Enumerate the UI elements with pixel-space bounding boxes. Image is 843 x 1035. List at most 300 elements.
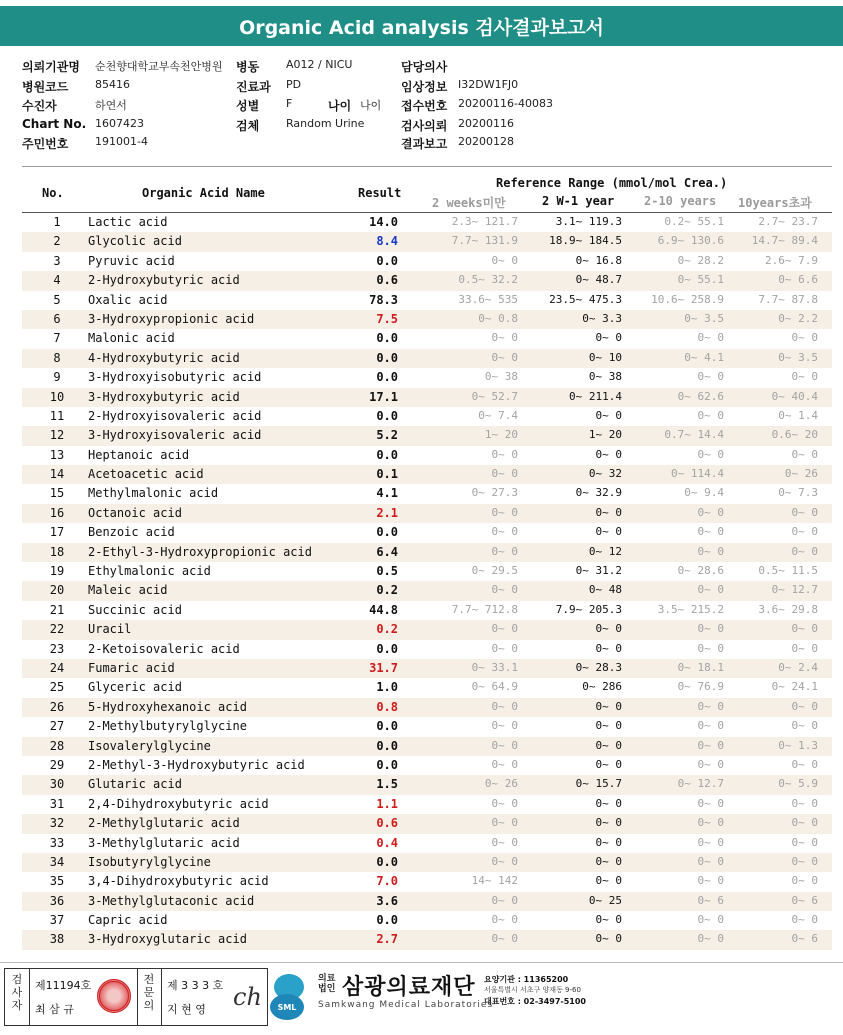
specialist-license: 제 3 3 3 호 (167, 979, 224, 992)
ref-range-2-10y: 0~ 0 (697, 525, 724, 539)
ref-range-over-10y: 0~ 26 (784, 467, 818, 481)
ref-col-1-header: 2 weeks미만 (432, 196, 506, 210)
acid-name: Acetoacetic acid (88, 467, 204, 482)
org-code: 요양기관 : 11365200 (484, 975, 569, 984)
ref-range-2-10y: 0~ 0 (697, 641, 724, 655)
ref-range-2w-1y: 0~ 38 (588, 370, 622, 384)
tester-name: 최 삼 규 (35, 1003, 74, 1016)
result-value: 2.1 (376, 505, 398, 520)
acid-name: 3-Hydroxyglutaric acid (88, 932, 247, 947)
ref-range-2w-1y: 0~ 32.9 (575, 486, 622, 500)
ref-range-over-10y: 0~ 6.6 (778, 273, 818, 287)
ref-range-over-10y: 0~ 2.2 (778, 311, 818, 325)
ref-range-under-2w: 0~ 27.3 (471, 486, 518, 500)
ref-range-under-2w: 0~ 0 (491, 525, 518, 539)
request-date-label: 검사의뢰 (401, 119, 448, 133)
row-no: 3 (53, 253, 61, 268)
ref-range-2-10y: 0~ 0 (697, 370, 724, 384)
result-value: 8.4 (376, 234, 398, 249)
ref-range-over-10y: 0~ 0 (791, 854, 818, 868)
acid-name: 2-Methylglutaric acid (88, 816, 240, 831)
ref-range-2-10y: 6.9~ 130.6 (657, 234, 724, 248)
ref-range-2-10y: 0~ 0 (697, 757, 724, 771)
row-no: 33 (49, 835, 65, 850)
ref-range-2-10y: 0~ 0 (697, 331, 724, 345)
ref-range-under-2w: 0~ 0.8 (478, 311, 518, 325)
row-no: 24 (49, 660, 65, 675)
row-no: 29 (49, 757, 65, 772)
row-no: 30 (49, 777, 65, 792)
ref-col-3-header: 2-10 years (644, 194, 717, 208)
acid-name: Uracil (88, 622, 132, 637)
acid-name: 3-Hydroxyisovaleric acid (88, 428, 262, 443)
ref-range-under-2w: 0~ 7.4 (478, 408, 518, 422)
chart-no-label: Chart No. (22, 117, 87, 131)
patient-value: 하연서 (95, 99, 127, 112)
ref-range-2-10y: 0~ 62.6 (677, 389, 724, 403)
seal-stamp-icon (97, 979, 131, 1013)
ref-range-under-2w: 0~ 0 (491, 331, 518, 345)
acid-name: 3-Hydroxypropionic acid (88, 311, 255, 326)
ref-range-over-10y: 0.5~ 11.5 (758, 564, 818, 578)
ref-range-2w-1y: 0~ 12 (588, 544, 622, 558)
table-row (22, 737, 832, 756)
table-row (22, 814, 832, 833)
ref-range-over-10y: 0~ 0 (791, 505, 818, 519)
table-row (22, 581, 832, 600)
result-value: 0.0 (376, 525, 398, 540)
ref-range-under-2w: 0~ 0 (491, 467, 518, 481)
result-value: 17.1 (369, 389, 398, 404)
ref-range-2w-1y: 0~ 0 (595, 525, 622, 539)
row-no: 20 (49, 583, 65, 598)
ref-range-over-10y: 0~ 24.1 (771, 680, 818, 694)
row-no: 10 (49, 389, 65, 404)
result-value: 7.5 (376, 311, 398, 326)
row-no: 11 (49, 408, 65, 423)
table-row (22, 930, 832, 949)
specialist-vertical-label: 전문의 (143, 973, 155, 1012)
ref-range-2w-1y: 0~ 0 (595, 331, 622, 345)
ref-range-2-10y: 0~ 0 (697, 816, 724, 830)
ref-range-under-2w: 0~ 64.9 (471, 680, 518, 694)
ref-range-under-2w: 33.6~ 535 (458, 292, 518, 306)
ref-range-2w-1y: 0~ 25 (588, 893, 622, 907)
ref-range-under-2w: 2.3~ 121.7 (451, 215, 518, 228)
org-address: 서울특별시 서초구 양재동 9-60 (484, 986, 581, 994)
org-name: 삼광의료재단 (342, 975, 476, 1000)
ref-range-over-10y: 14.7~ 89.4 (751, 234, 818, 248)
ref-range-over-10y: 0~ 0 (791, 874, 818, 888)
org-phone: 대표번호 : 02-3497-5100 (484, 997, 586, 1006)
table-header (22, 174, 832, 214)
ref-col-4-header: 10years초과 (738, 196, 812, 210)
acid-name: Fumaric acid (88, 660, 175, 675)
ref-range-2-10y: 0~ 0 (697, 699, 724, 713)
acid-name: Octanoic acid (88, 505, 182, 520)
result-value: 0.2 (376, 583, 398, 598)
acid-name: 2-Methyl-3-Hydroxybutyric acid (88, 757, 305, 772)
ref-range-under-2w: 0~ 0 (491, 505, 518, 519)
row-no: 38 (49, 932, 65, 947)
ref-range-2-10y: 0~ 28.2 (677, 253, 724, 267)
table-row (22, 892, 832, 911)
ref-range-over-10y: 7.7~ 87.8 (758, 292, 818, 306)
report-date-value: 20200128 (458, 135, 514, 148)
row-no: 14 (49, 467, 65, 482)
ref-range-over-10y: 0~ 40.4 (771, 389, 818, 403)
row-no: 36 (49, 893, 65, 908)
result-value: 0.0 (376, 641, 398, 656)
result-value: 1.5 (376, 777, 398, 792)
row-no: 9 (53, 370, 61, 385)
ref-range-2w-1y: 0~ 0 (595, 738, 622, 752)
ref-range-over-10y: 0~ 0 (791, 525, 818, 539)
ref-range-2w-1y: 0~ 0 (595, 622, 622, 636)
institution-label: 의뢰기관명 (22, 60, 80, 74)
ref-range-over-10y: 0~ 3.5 (778, 350, 818, 364)
ref-range-2w-1y: 0~ 28.3 (575, 660, 622, 674)
acid-name: 5-Hydroxyhexanoic acid (88, 699, 247, 714)
result-value: 0.0 (376, 370, 398, 385)
ref-range-2-10y: 0~ 114.4 (671, 467, 724, 481)
report-title: Organic Acid analysis 검사결과보고서 (0, 6, 843, 46)
ref-range-under-2w: 0~ 0 (491, 622, 518, 636)
result-value: 0.0 (376, 738, 398, 753)
ref-range-over-10y: 2.6~ 7.9 (765, 253, 818, 267)
result-value: 0.0 (376, 719, 398, 734)
ref-range-2-10y: 0~ 0 (697, 796, 724, 810)
ref-range-under-2w: 0~ 0 (491, 913, 518, 927)
result-value: 2.7 (376, 932, 398, 947)
row-no: 23 (49, 641, 65, 656)
ref-col-2-header: 2 W-1 year (542, 194, 615, 208)
result-value: 0.0 (376, 408, 398, 423)
ref-range-2w-1y: 0~ 0 (595, 816, 622, 830)
ref-range-2w-1y: 0~ 286 (582, 680, 622, 694)
report-date-label: 결과보고 (401, 137, 448, 151)
ref-range-under-2w: 0~ 0 (491, 699, 518, 713)
patient-info-block (0, 54, 843, 154)
acid-name: 2-Hydroxyisovaleric acid (88, 408, 262, 423)
row-no: 26 (49, 699, 65, 714)
ref-range-over-10y: 0~ 0 (791, 835, 818, 849)
result-value: 4.1 (376, 486, 398, 501)
ref-range-over-10y: 0~ 12.7 (771, 583, 818, 597)
result-value: 3.6 (376, 893, 398, 908)
ref-range-2-10y: 0~ 0 (697, 874, 724, 888)
ref-range-under-2w: 0~ 33.1 (471, 660, 518, 674)
acid-name: Ethylmalonic acid (88, 564, 211, 579)
result-value: 0.0 (376, 447, 398, 462)
ref-range-2w-1y: 0~ 0 (595, 408, 622, 422)
ref-range-over-10y: 2.7~ 23.7 (758, 215, 818, 228)
ref-range-2-10y: 0~ 0 (697, 932, 724, 946)
col-result-header: Result (358, 186, 402, 200)
hospital-code-label: 병원코드 (22, 80, 69, 94)
ref-range-under-2w: 0~ 0 (491, 641, 518, 655)
specimen-value: Random Urine (286, 117, 365, 130)
acid-name: Maleic acid (88, 583, 168, 598)
result-value: 0.0 (376, 913, 398, 928)
row-no: 32 (49, 816, 65, 831)
ref-range-2w-1y: 0~ 48 (588, 583, 622, 597)
row-no: 12 (49, 428, 65, 443)
ref-range-over-10y: 0~ 0 (791, 331, 818, 345)
acid-name: Capric acid (88, 913, 168, 928)
result-value: 0.2 (376, 622, 398, 637)
doctor-label: 담당의사 (401, 60, 448, 74)
info-divider (22, 166, 832, 167)
ref-range-under-2w: 0~ 38 (484, 370, 518, 384)
result-value: 0.0 (376, 253, 398, 268)
signature-box (4, 968, 268, 1026)
results-table-body (22, 213, 832, 950)
table-row (22, 329, 832, 348)
row-no: 31 (49, 796, 65, 811)
table-row (22, 388, 832, 407)
result-value: 0.0 (376, 331, 398, 346)
table-row (22, 717, 832, 736)
clinical-value: I32DW1FJ0 (458, 78, 519, 91)
ref-range-over-10y: 0~ 6 (791, 893, 818, 907)
ref-range-over-10y: 0~ 1.3 (778, 738, 818, 752)
ref-range-2-10y: 0~ 0 (697, 505, 724, 519)
result-value: 1.1 (376, 796, 398, 811)
acid-name: 3,4-Dihydroxybutyric acid (88, 874, 269, 889)
ref-range-over-10y: 0~ 0 (791, 699, 818, 713)
table-row (22, 446, 832, 465)
tester-license: 제11194호 (35, 979, 92, 992)
ward-value: A012 / NICU (286, 58, 353, 71)
ref-range-over-10y: 0~ 0 (791, 816, 818, 830)
specimen-label: 검체 (236, 119, 260, 133)
acid-name: Isovalerylglycine (88, 738, 211, 753)
ref-range-2-10y: 0~ 18.1 (677, 660, 724, 674)
ref-range-under-2w: 0~ 0 (491, 835, 518, 849)
table-row (22, 872, 832, 891)
row-no: 22 (49, 622, 65, 637)
table-row (22, 601, 832, 620)
row-no: 19 (49, 564, 65, 579)
ref-range-2-10y: 0~ 0 (697, 854, 724, 868)
receipt-value: 20200116-40083 (458, 97, 553, 110)
org-english-name: Samkwang Medical Laboratories (318, 1000, 494, 1010)
ref-range-2w-1y: 0~ 211.4 (569, 389, 622, 403)
ref-range-2-10y: 0~ 6 (697, 893, 724, 907)
table-row (22, 465, 832, 484)
ref-range-2-10y: 0~ 28.6 (677, 564, 724, 578)
ref-range-over-10y: 0~ 7.3 (778, 486, 818, 500)
row-no: 15 (49, 486, 65, 501)
ref-range-over-10y: 0~ 5.9 (778, 777, 818, 791)
handwritten-signature-icon: ch (233, 983, 262, 1011)
table-row (22, 543, 832, 562)
ref-range-2-10y: 0~ 0 (697, 835, 724, 849)
ref-range-2w-1y: 0~ 0 (595, 913, 622, 927)
table-row (22, 252, 832, 271)
sex-label: 성별 (236, 99, 260, 113)
ref-range-under-2w: 0~ 0 (491, 757, 518, 771)
ref-range-2w-1y: 0~ 16.8 (575, 253, 622, 267)
result-value: 7.0 (376, 874, 398, 889)
result-value: 0.8 (376, 699, 398, 714)
ref-range-2w-1y: 0~ 0 (595, 854, 622, 868)
ref-range-over-10y: 0~ 0 (791, 544, 818, 558)
ref-range-2-10y: 3.5~ 215.2 (657, 602, 724, 616)
table-row (22, 407, 832, 426)
ref-range-2w-1y: 0~ 10 (588, 350, 622, 364)
row-no: 6 (53, 311, 61, 326)
row-no: 17 (49, 525, 65, 540)
ref-range-2w-1y: 0~ 32 (588, 467, 622, 481)
row-no: 27 (49, 719, 65, 734)
acid-name: 2,4-Dihydroxybutyric acid (88, 796, 269, 811)
table-row (22, 349, 832, 368)
ref-range-2-10y: 0~ 3.5 (684, 311, 724, 325)
acid-name: 3-Hydroxybutyric acid (88, 389, 240, 404)
ref-range-2w-1y: 0~ 0 (595, 719, 622, 733)
ref-range-over-10y: 0~ 2.4 (778, 660, 818, 674)
ref-range-under-2w: 0~ 0 (491, 583, 518, 597)
chart-no-value: 1607423 (95, 117, 144, 130)
footer-divider (0, 962, 843, 963)
row-no: 37 (49, 913, 65, 928)
ref-range-under-2w: 14~ 142 (471, 874, 518, 888)
ref-range-over-10y: 0~ 0 (791, 719, 818, 733)
acid-name: 2-Hydroxybutyric acid (88, 273, 240, 288)
table-row (22, 853, 832, 872)
ref-range-over-10y: 0~ 0 (791, 796, 818, 810)
ref-range-under-2w: 0~ 0 (491, 350, 518, 364)
ref-range-under-2w: 0~ 52.7 (471, 389, 518, 403)
ref-range-2-10y: 0~ 4.1 (684, 350, 724, 364)
age-label: 나이 (328, 99, 352, 113)
table-row (22, 640, 832, 659)
col-ref-header: Reference Range (mmol/mol Crea.) (496, 176, 728, 190)
ref-range-under-2w: 0~ 0 (491, 932, 518, 946)
row-no: 21 (49, 602, 65, 617)
ref-range-under-2w: 0~ 0 (491, 447, 518, 461)
table-row (22, 504, 832, 523)
ref-range-over-10y: 0~ 0 (791, 447, 818, 461)
result-value: 6.4 (376, 544, 398, 559)
ref-range-under-2w: 0~ 0 (491, 796, 518, 810)
age-value: 나이 (360, 99, 382, 112)
acid-name: Lactic acid (88, 215, 168, 229)
ref-range-2-10y: 0~ 9.4 (684, 486, 724, 500)
table-row (22, 426, 832, 445)
result-value: 0.0 (376, 350, 398, 365)
org-contact-info (484, 974, 586, 1007)
ref-range-2w-1y: 0~ 3.3 (582, 311, 622, 325)
ref-range-over-10y: 0.6~ 20 (771, 428, 818, 442)
ref-range-2-10y: 0~ 0 (697, 738, 724, 752)
row-no: 5 (53, 292, 61, 307)
result-value: 0.0 (376, 757, 398, 772)
table-row (22, 678, 832, 697)
acid-name: Glyceric acid (88, 680, 182, 695)
row-no: 4 (53, 273, 61, 288)
table-row (22, 834, 832, 853)
ref-range-2w-1y: 7.9~ 205.3 (555, 602, 622, 616)
ref-range-under-2w: 0~ 0 (491, 854, 518, 868)
row-no: 35 (49, 874, 65, 889)
acid-name: 4-Hydroxybutyric acid (88, 350, 240, 365)
ref-range-under-2w: 0~ 29.5 (471, 564, 518, 578)
result-value: 0.1 (376, 467, 398, 482)
ref-range-2-10y: 10.6~ 258.9 (651, 292, 724, 306)
ref-range-over-10y: 0~ 1.4 (778, 408, 818, 422)
sex-value: F (286, 97, 293, 110)
table-row (22, 659, 832, 678)
acid-name: 3-Methylglutaric acid (88, 835, 240, 850)
acid-name: Glycolic acid (88, 234, 182, 249)
dept-value: PD (286, 78, 302, 91)
table-row (22, 620, 832, 639)
ref-range-2w-1y: 0~ 31.2 (575, 564, 622, 578)
ref-range-2w-1y: 0~ 0 (595, 447, 622, 461)
ref-range-under-2w: 7.7~ 712.8 (451, 602, 518, 616)
result-value: 0.5 (376, 564, 398, 579)
result-value: 5.2 (376, 428, 398, 443)
id-label: 주민번호 (22, 137, 69, 151)
acid-name: 2-Ethyl-3-Hydroxypropionic acid (88, 544, 312, 559)
org-type-label: 의료 법인 (318, 974, 336, 994)
ref-range-2-10y: 0~ 0 (697, 447, 724, 461)
ref-range-2-10y: 0~ 0 (697, 719, 724, 733)
acid-name: Isobutyrylglycine (88, 854, 211, 869)
acid-name: 2-Methylbutyrylglycine (88, 719, 247, 734)
row-no: 25 (49, 680, 65, 695)
ward-label: 병동 (236, 60, 260, 74)
ref-range-2w-1y: 0~ 0 (595, 932, 622, 946)
row-no: 18 (49, 544, 65, 559)
ref-range-under-2w: 0~ 0 (491, 544, 518, 558)
ref-range-under-2w: 0.5~ 32.2 (458, 273, 518, 287)
ref-range-2w-1y: 0~ 0 (595, 796, 622, 810)
ref-range-2w-1y: 0~ 0 (595, 757, 622, 771)
table-row (22, 911, 832, 930)
table-row (22, 213, 832, 232)
table-row (22, 484, 832, 503)
ref-range-under-2w: 0~ 0 (491, 893, 518, 907)
ref-range-over-10y: 3.6~ 29.8 (758, 602, 818, 616)
table-row (22, 775, 832, 794)
table-row (22, 795, 832, 814)
hospital-code-value: 85416 (95, 78, 130, 91)
row-no: 13 (49, 447, 65, 462)
patient-label: 수진자 (22, 99, 57, 113)
institution-value: 순천향대학교부속천안병원 (95, 60, 223, 73)
ref-range-over-10y: 0~ 0 (791, 757, 818, 771)
result-value: 0.4 (376, 835, 398, 850)
table-row (22, 310, 832, 329)
clinical-label: 임상정보 (401, 80, 448, 94)
ref-range-2w-1y: 18.9~ 184.5 (549, 234, 622, 248)
table-row (22, 698, 832, 717)
row-no: 8 (53, 350, 61, 365)
ref-range-under-2w: 0~ 0 (491, 816, 518, 830)
ref-range-over-10y: 0~ 0 (791, 622, 818, 636)
table-row (22, 368, 832, 387)
ref-range-under-2w: 0~ 26 (484, 777, 518, 791)
ref-range-2w-1y: 3.1~ 119.3 (555, 215, 622, 228)
result-value: 31.7 (369, 660, 398, 675)
table-row (22, 291, 832, 310)
ref-range-2-10y: 0~ 0 (697, 913, 724, 927)
result-value: 0.6 (376, 273, 398, 288)
